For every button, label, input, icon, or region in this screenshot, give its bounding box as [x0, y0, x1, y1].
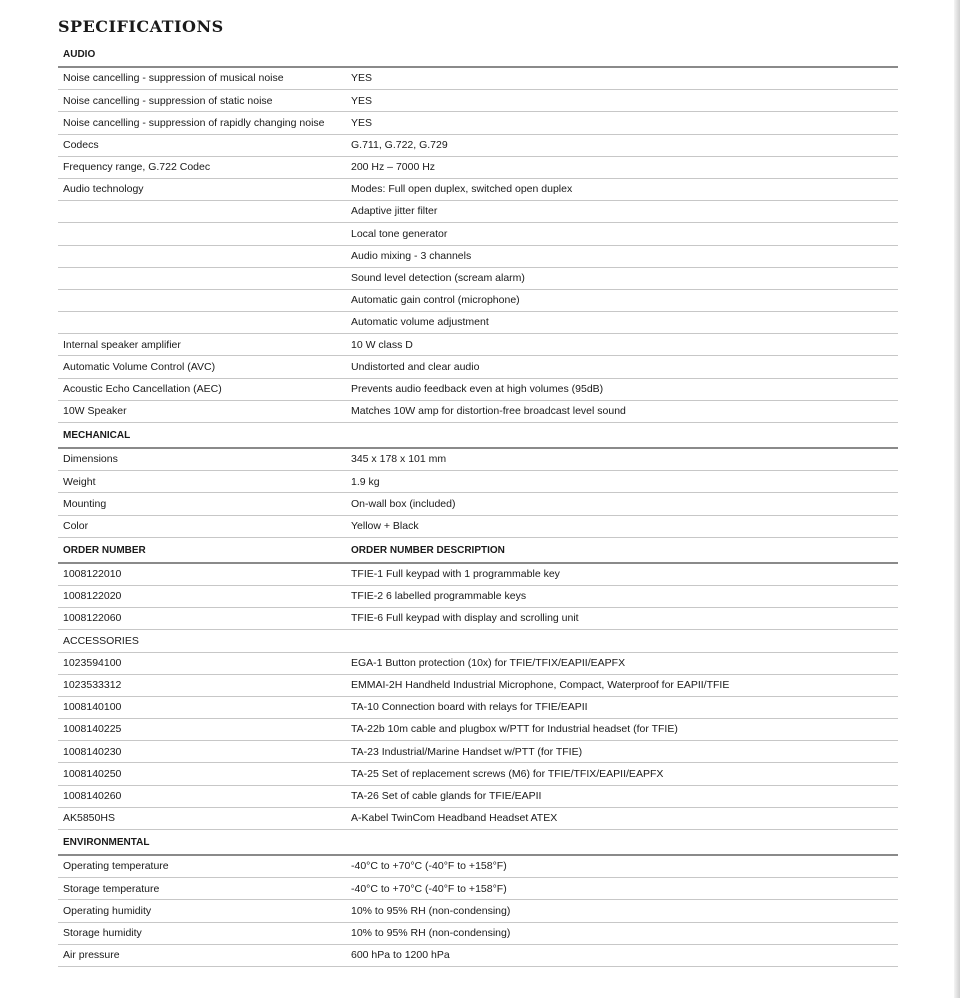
spec-label: ACCESSORIES — [63, 634, 139, 647]
section-header-mechanical — [58, 423, 898, 449]
spec-label: Storage humidity — [63, 926, 142, 939]
spec-row — [58, 675, 898, 697]
spec-label: 1023594100 — [63, 656, 122, 669]
spec-label: 10W Speaker — [63, 405, 127, 418]
spec-value: 345 x 178 x 101 mm — [351, 453, 447, 466]
spec-value: TFIE-6 Full keypad with display and scrolling unit — [351, 612, 579, 625]
spec-row — [58, 312, 898, 334]
spec-label: Weight — [63, 475, 96, 488]
spec-value: TFIE-2 6 labelled programmable keys — [351, 590, 527, 603]
spec-label: 1008140250 — [63, 767, 122, 780]
spec-row — [58, 564, 898, 586]
spec-row — [58, 653, 898, 675]
spec-row — [58, 268, 898, 290]
spec-value: TA-22b 10m cable and plugbox w/PTT for Industrial headset (for TFIE) — [351, 723, 678, 736]
spec-row — [58, 471, 898, 493]
spec-row — [58, 719, 898, 741]
section-heading: ORDER NUMBER — [63, 544, 146, 556]
spec-value: -40°C to +70°C (-40°F to +158°F) — [351, 860, 507, 873]
spec-row — [58, 856, 898, 878]
spec-value: Sound level detection (scream alarm) — [351, 272, 525, 285]
spec-label: Air pressure — [63, 949, 120, 962]
spec-label: 1008140260 — [63, 789, 122, 802]
spec-row — [58, 493, 898, 515]
spec-row — [58, 68, 898, 90]
spec-value: Local tone generator — [351, 227, 448, 240]
spec-value: Prevents audio feedback even at high volumes (95dB) — [351, 382, 604, 395]
spec-label: Noise cancelling - suppression of musical noise — [63, 72, 284, 85]
spec-value: Automatic volume adjustment — [351, 316, 489, 329]
spec-label: Noise cancelling - suppression of rapidly changing noise — [63, 116, 325, 129]
spec-label: AK5850HS — [63, 812, 115, 825]
spec-value: TA-10 Connection board with relays for TFIE/EAPII — [351, 701, 588, 714]
spec-label: Frequency range, G.722 Codec — [63, 161, 211, 174]
spec-row — [58, 878, 898, 900]
spec-value: Modes: Full open duplex, switched open duplex — [351, 183, 573, 196]
spec-row — [58, 586, 898, 608]
spec-value: TFIE-1 Full keypad with 1 programmable key — [351, 568, 560, 581]
section-heading-description: ORDER NUMBER DESCRIPTION — [351, 544, 505, 556]
spec-row — [58, 223, 898, 245]
spec-value: TA-26 Set of cable glands for TFIE/EAPII — [351, 789, 542, 802]
spec-row — [58, 786, 898, 808]
spec-value: Automatic gain control (microphone) — [351, 294, 520, 307]
spec-value: 10% to 95% RH (non-condensing) — [351, 926, 511, 939]
spec-value: Yellow + Black — [351, 519, 419, 532]
spec-value: EMMAI-2H Handheld Industrial Microphone, Compact, Waterproof for EAPII/TFIE — [351, 679, 730, 692]
section-heading: ENVIRONMENTAL — [63, 837, 150, 848]
spec-row — [58, 516, 898, 538]
section-header-environmental — [58, 830, 898, 856]
spec-value: -40°C to +70°C (-40°F to +158°F) — [351, 882, 507, 895]
spec-value: Audio mixing - 3 channels — [351, 249, 472, 262]
spec-value: TA-23 Industrial/Marine Handset w/PTT (for TFIE) — [351, 745, 583, 758]
spec-row — [58, 763, 898, 785]
spec-value: YES — [351, 72, 373, 85]
spec-row — [58, 449, 898, 471]
spec-row — [58, 201, 898, 223]
audio-rows — [58, 68, 898, 423]
spec-label: Noise cancelling - suppression of static noise — [63, 94, 273, 107]
section-heading: MECHANICAL — [63, 430, 131, 441]
spec-label: Internal speaker amplifier — [63, 338, 181, 351]
spec-row — [58, 356, 898, 378]
environmental-rows — [58, 856, 898, 967]
spec-label: Operating temperature — [63, 860, 169, 873]
spec-row — [58, 379, 898, 401]
spec-row — [58, 741, 898, 763]
spec-row — [58, 135, 898, 157]
spec-value: TA-25 Set of replacement screws (M6) for TFIE/TFIX/EAPII/EAPFX — [351, 767, 664, 780]
spec-label: Dimensions — [63, 453, 118, 466]
spec-value: 1.9 kg — [351, 475, 380, 488]
spec-label: Mounting — [63, 497, 107, 510]
specifications-table — [58, 42, 898, 967]
spec-label: 1008122020 — [63, 590, 122, 603]
spec-label: Color — [63, 519, 89, 532]
spec-row — [58, 808, 898, 830]
section-header-audio — [58, 42, 898, 68]
page-edge-shadow — [954, 0, 960, 998]
spec-row — [58, 246, 898, 268]
spec-value: 600 hPa to 1200 hPa — [351, 949, 450, 962]
spec-label: 1008140230 — [63, 745, 122, 758]
spec-row — [58, 945, 898, 967]
spec-value: G.711, G.722, G.729 — [351, 138, 448, 151]
spec-value: 10 W class D — [351, 338, 413, 351]
spec-row — [58, 90, 898, 112]
spec-value: On-wall box (included) — [351, 497, 456, 510]
mechanical-rows — [58, 449, 898, 538]
spec-label: 1008140225 — [63, 723, 122, 736]
spec-value: EGA-1 Button protection (10x) for TFIE/TFIX/EAPII/EAPFX — [351, 656, 626, 669]
spec-value: 10% to 95% RH (non-condensing) — [351, 904, 511, 917]
spec-row — [58, 900, 898, 922]
spec-row — [58, 630, 898, 652]
section-header-order — [58, 538, 898, 564]
spec-value: YES — [351, 94, 373, 107]
spec-label: Audio technology — [63, 183, 144, 196]
spec-label: Operating humidity — [63, 904, 152, 917]
spec-row — [58, 697, 898, 719]
page-title: SPECIFICATIONS — [58, 17, 224, 36]
spec-label: Automatic Volume Control (AVC) — [63, 360, 216, 373]
spec-row — [58, 608, 898, 630]
spec-row — [58, 179, 898, 201]
spec-row — [58, 923, 898, 945]
spec-value: Adaptive jitter filter — [351, 205, 438, 218]
spec-value: YES — [351, 116, 373, 129]
spec-label: 1008140100 — [63, 701, 122, 714]
spec-label: 1023533312 — [63, 679, 122, 692]
spec-value: A-Kabel TwinCom Headband Headset ATEX — [351, 812, 558, 825]
spec-row — [58, 334, 898, 356]
spec-label: Storage temperature — [63, 882, 160, 895]
spec-label: Codecs — [63, 138, 99, 151]
spec-label: 1008122060 — [63, 612, 122, 625]
spec-row — [58, 112, 898, 134]
spec-row — [58, 157, 898, 179]
spec-label: 1008122010 — [63, 568, 122, 581]
spec-label: Acoustic Echo Cancellation (AEC) — [63, 382, 222, 395]
spec-value: Matches 10W amp for distortion-free broadcast level sound — [351, 405, 626, 418]
spec-row — [58, 290, 898, 312]
section-heading: AUDIO — [63, 49, 96, 60]
spec-row — [58, 401, 898, 423]
spec-value: 200 Hz – 7000 Hz — [351, 161, 436, 174]
spec-value: Undistorted and clear audio — [351, 360, 480, 373]
order-rows — [58, 564, 898, 830]
